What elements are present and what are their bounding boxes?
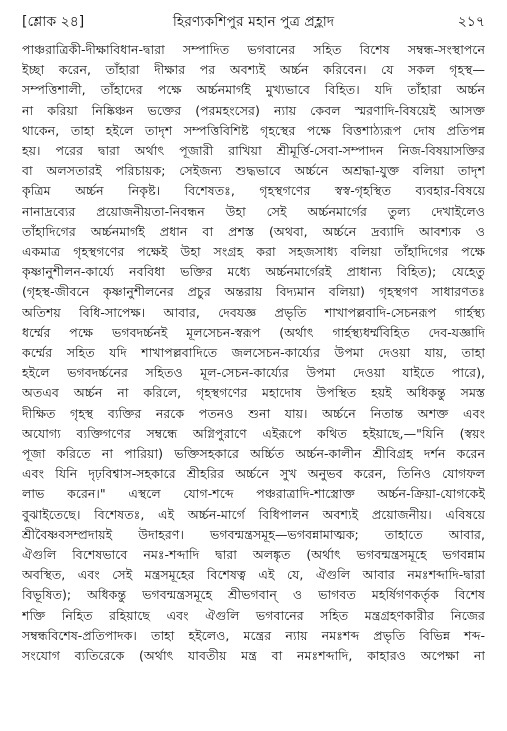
text-line: অযোগ্য ব্যক্তিগণের সম্বন্ধে অগ্নিপুরাণে এইরূপে কথিত হইয়াছে,—"যিনি (স্বয়ং xyxy=(22,425,485,441)
text-line: শক্তি নিহিত রহিয়াছে এবং ঐগুলি ভগবানের সহিত মন্ত্রগ্রহণকারীর নিজের xyxy=(22,607,485,623)
text-line: বুঝাইতেছে। বিশেষতঃ, এই অর্চ্চন-মার্গে বিধিপালন অবশ্যই প্রয়োজনীয়। এবিষয়ে xyxy=(22,506,485,522)
text-line: ইচ্ছা করেন, তাঁহারা দীক্ষার পর অবশ্যই অর্চ্চন করিবেন। যে সকল গৃহস্থ— xyxy=(22,62,485,78)
text-line: সম্বন্ধবিশেষ-প্রতিপাদক। তাহা হইলেও, মন্ত্রের ন্যায় নমঃশব্দ প্রভৃতি বিভিন্ন শব্দ- xyxy=(22,627,485,643)
text-line: না করিয়া নিষ্কিঞ্চন ভক্তের (পরমহংসের) ন্যায় কেবল স্মরণাদি-বিষয়েই আসক্ত xyxy=(22,102,485,118)
text-line: লাভ করেন।" এস্থলে যোগ-শব্দে পঞ্চরাত্রাদি-শাস্ত্রোক্ত অর্চ্চন-ক্রিয়া-যোগকেই xyxy=(22,486,485,502)
purport-paragraph xyxy=(22,40,485,666)
text-line: দীক্ষিত গৃহস্থ ব্যক্তির নরকে পতনও শুনা যায়। অর্চ্চনে নিতান্ত অশক্ত এবং xyxy=(22,405,485,421)
text-line: নানাদ্রব্যের প্রয়োজনীয়তা-নিবন্ধন উহা সেই অর্চ্চনমার্গের তুল্য দেখাইলেও xyxy=(22,203,485,219)
text-line: বিভূষিত); অধিকন্তু ভগবন্মন্ত্রসমূহে শ্রীভগবান্ ও ভাগবত মহর্ষিগণকর্তৃক বিশেষ xyxy=(22,587,485,603)
text-line: অতিশয় বিধি-সাপেক্ষ। আবার, দেবযজ্ঞ প্রভৃতি শাখাপল্লবাদি-সেচনরূপ গার্হস্থ্য xyxy=(22,304,485,320)
text-line: (গৃহস্থ-জীবনে কৃষ্ণানুশীলনের প্রচুর অন্তরায় বিদ্যমান বলিয়া) গৃহস্থগণ সাধারণতঃ xyxy=(22,284,485,300)
text-line: হয়। পরের দ্বারা অর্থাৎ পূজারী রাখিয়া শ্রীমূর্ত্তি-সেবা-সম্পাদন নিজ-বিষয়াসক্তির xyxy=(22,143,485,159)
text-line: কর্ম্মের সহিত যদি শাখাপল্লবাদিতে জলসেচন-কার্য্যের উপমা দেওয়া যায়, তাহা xyxy=(22,345,485,361)
text-line: থাকেন, তাহা হইলে তাদৃশ সম্পত্তিবিশিষ্ট গৃহস্থের পক্ষে বিত্তশাঠ্যরূপ দোষ প্রতিপন্ন xyxy=(22,122,485,138)
text-line: পূজা করিতে না পারিয়া) ভক্তিসহকারে অর্চ্চিত অর্চ্চন-কালীন শ্রীবিগ্রহ দর্শন করেন xyxy=(22,446,485,462)
page-number: ২১৭ xyxy=(457,14,485,30)
verse-reference: [শ্লোক ২৪] xyxy=(22,14,85,30)
text-line: সংযোগ ব্যতিরেকে (অর্থাৎ যাবতীয় মন্ত্র বা নমঃশব্দাদি, কাহারও অপেক্ষা না xyxy=(22,648,485,664)
text-line: অতএব অর্চ্চন না করিলে, গৃহস্থগণের মহাদোষ উপস্থিত হয়ই অধিকন্তু সমস্ত xyxy=(22,385,485,401)
text-line: শ্রীবৈষ্ণবসম্প্রদায়ই উদাহরণ। ভগবন্মন্ত্রসমূহ—ভগবন্নামাত্মক; তাহাতে আবার, xyxy=(22,526,485,542)
text-line: অবস্থিত, এবং সেই মন্ত্রসমূহের বিশেষত্ব এই যে, ঐগুলি আবার নমঃশব্দাদি-দ্বারা xyxy=(22,567,485,583)
text-line: পাঞ্চরাত্রিকী-দীক্ষাবিধান-দ্বারা সম্পাদিত ভগবানের সহিত বিশেষ সম্বন্ধ-সংস্থাপনে xyxy=(22,42,485,57)
page-header xyxy=(22,10,485,34)
text-line: কৃত্রিম অর্চ্চন নিকৃষ্ট। বিশেষতঃ, গৃহস্থগণের স্বস্ব-গৃহস্থিত ব্যবহার-বিষয়ে xyxy=(22,183,485,199)
running-title: হিরণ্যকশিপুর মহান পুত্র প্রহ্লাদ xyxy=(172,14,335,30)
text-line: এবং যিনি দৃঢ়বিশ্বাস-সহকারে শ্রীহরির অর্চ্চনে সুখ অনুভব করেন, তিনিও যোগফল xyxy=(22,466,485,482)
text-line: ধর্ম্মের পক্ষে ভগবদর্চ্চনই মূলসেচন-স্বরূপ (অর্থাৎ গার্হস্থ্যধর্ম্মবিহিত দেব-যজ্ঞাদি xyxy=(22,324,485,340)
text-line: একমাত্র গৃহস্থগণের পক্ষেই উহা সংগ্রহ করা সহজসাধ্য বলিয়া তাঁহাদিগের পক্ষে xyxy=(22,244,485,260)
text-line: বা অলসতারই পরিচায়ক; সেইজন্য শুদ্ধভাবে অর্চ্চনে অশ্রদ্ধা-যুক্ত বলিয়া তাদৃশ xyxy=(22,163,485,179)
text-line: তাঁহাদিগের অর্চ্চনমার্গই প্রধান বা প্রশস্ত (অথবা, অর্চ্চনে দ্রব্যাদি আবশ্যক ও xyxy=(22,223,485,239)
text-line: হইলে ভগবদর্চ্চনের সহিতও মূল-সেচন-কার্য্যের উপমা দেওয়া যাইতে পারে), xyxy=(22,365,485,381)
text-line: কৃষ্ণানুশীলন-কার্য্যে নববিধা ভক্তির মধ্যে অর্চ্চনমার্গেরই প্রাধান্য বিহিত); যেহেতু xyxy=(22,264,485,280)
text-line: ঐগুলি বিশেষভাবে নমঃ-শব্দাদি দ্বারা অলঙ্কৃত (অর্থাৎ ভগবন্মন্ত্রসমূহে ভগবন্নাম xyxy=(22,547,485,563)
text-line: সম্পত্তিশালী, তাঁহাদের পক্ষে অর্চ্চনমার্গই মুখ্যভাবে বিহিত। যদি তাঁহারা অর্চ্চন xyxy=(22,82,485,98)
